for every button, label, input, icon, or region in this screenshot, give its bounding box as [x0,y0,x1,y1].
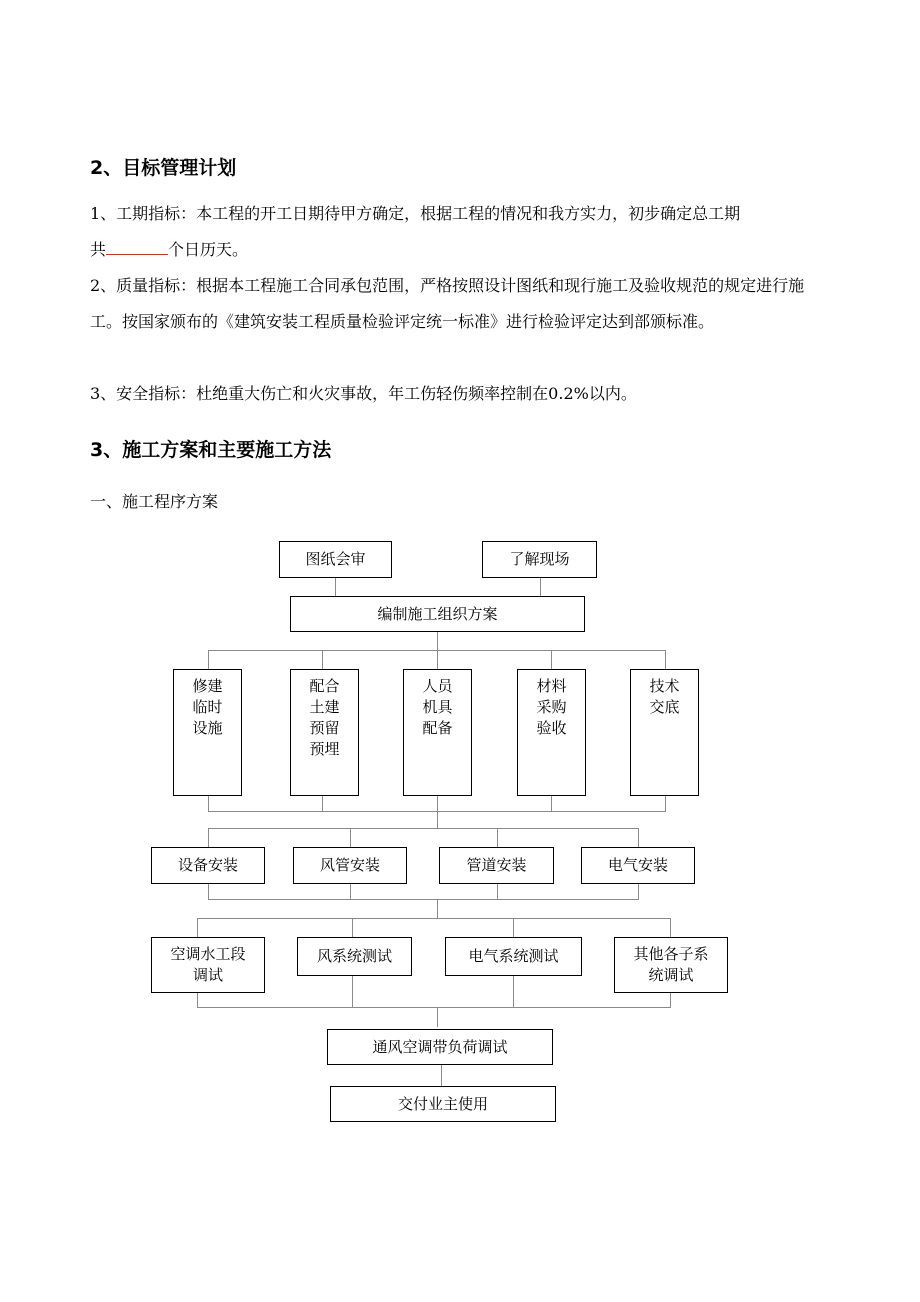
connector [665,650,666,670]
connector [551,795,552,812]
box-other-subsystem-test: 其他各子系统调试 [614,937,728,993]
box-electrical-system-test: 电气系统测试 [445,937,582,976]
connector [497,828,498,848]
connector [497,883,498,900]
box-duct-install: 风管安装 [293,847,407,884]
goal-schedule-line2 [90,232,830,268]
box-construction-plan: 编制施工组织方案 [290,596,585,632]
connector [670,992,671,1008]
connector [322,650,323,670]
box-pipe-install: 管道安装 [439,847,554,884]
connector [437,631,438,651]
connector [513,918,514,938]
box-staff-equipment: 人员机具配备 [403,669,472,796]
duration-blank [106,237,168,255]
box-material-procurement: 材料采购验收 [517,669,586,796]
connector [197,918,198,938]
connector [208,650,209,670]
box-equipment-install: 设备安装 [151,847,265,884]
box-electrical-install: 电气安装 [581,847,695,884]
connector [670,918,671,938]
box-site-survey: 了解现场 [482,541,597,578]
connector [540,577,541,597]
box-load-test: 通风空调带负荷调试 [327,1029,553,1065]
connector [322,795,323,812]
connector [208,795,209,812]
box-temp-facilities: 修建临时设施 [173,669,242,796]
connector [513,975,514,1008]
connector [638,828,639,848]
connector [197,918,670,919]
connector [208,899,638,900]
connector [335,577,336,597]
box-handover: 交付业主使用 [330,1086,556,1122]
connector [352,918,353,938]
connector [551,650,552,670]
section2-heading: 2、目标管理计划 [90,157,237,179]
connector [441,1064,442,1087]
goal-schedule-prefix: 共 [90,240,107,259]
connector [197,992,198,1008]
connector [350,828,351,848]
connector [352,975,353,1008]
box-civil-embed: 配合土建预留预埋 [290,669,359,796]
connector [437,1007,438,1027]
goal-safety: 3、安全指标：杜绝重大伤亡和火灾事故，年工伤轻伤频率控制在0.2%以内。 [90,384,637,403]
connector [437,899,438,919]
connector [208,883,209,900]
goal-schedule-suffix: 个日历天。 [168,240,249,259]
connector [437,650,438,670]
goal-schedule-line1: 1、工期指标：本工程的开工日期待甲方确定，根据工程的情况和我方实力，初步确定总工期 [90,204,741,223]
connector [197,1007,670,1008]
section3-subheading: 一、施工程序方案 [90,492,219,511]
connector [665,795,666,812]
goal-quality: 2、质量指标：根据本工程施工合同承包范围，严格按照设计图纸和现行施工及验收规范的规定进行施工。按国家颁布的《建筑安装工程质量检验评定统一标准》进行检验评定达到部颁标准。 [90,276,805,331]
connector [208,828,209,848]
connector [638,883,639,900]
goal-schedule [90,196,830,268]
box-air-system-test: 风系统测试 [297,937,412,976]
connector [350,883,351,900]
connector [208,828,638,829]
section3-heading: 3、施工方案和主要施工方法 [90,439,332,461]
box-drawing-review: 图纸会审 [279,541,392,578]
box-tech-briefing: 技术交底 [630,669,699,796]
connector [208,811,665,812]
box-chilled-water-test: 空调水工段调试 [151,937,265,993]
